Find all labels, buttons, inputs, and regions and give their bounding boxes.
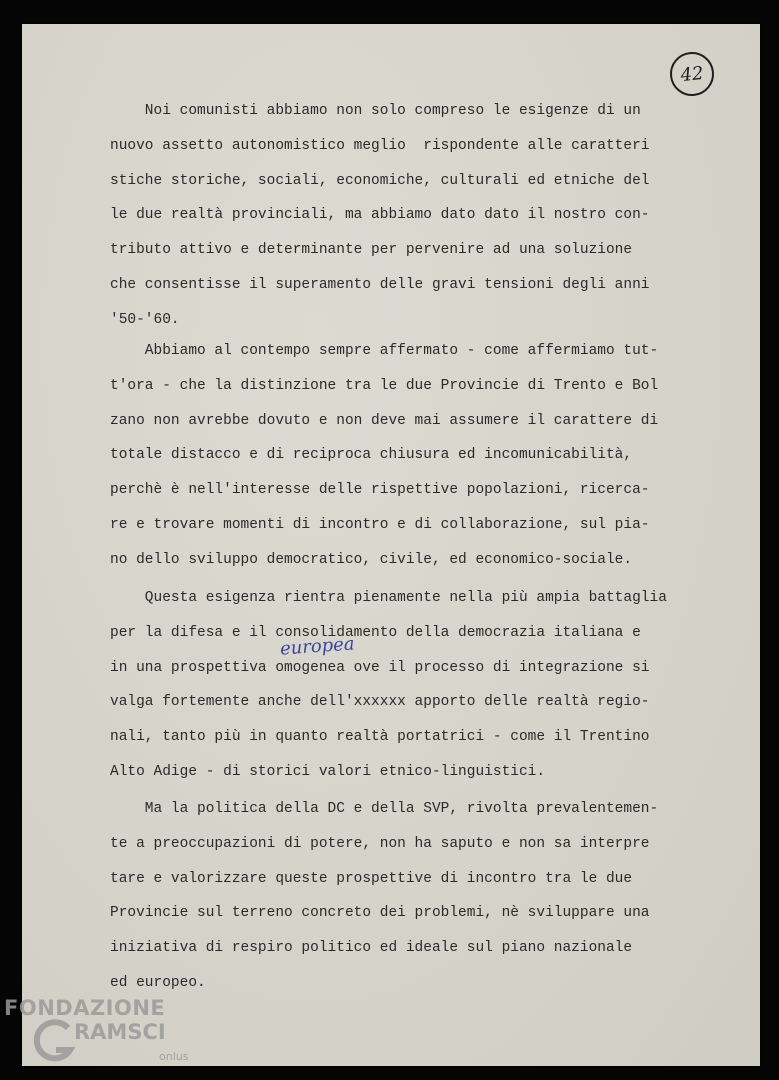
text-line: Alto Adige - di storici valori etnico-linguistici. [110, 763, 546, 780]
text-line: nali, tanto più in quanto realtà portatrici - come il Trentino [110, 729, 650, 746]
text-line: Provincie sul terreno concreto dei problemi, nè sviluppare una [110, 905, 650, 922]
handwritten-annotation: europea [279, 633, 356, 660]
watermark-line1: FONDAZIONE [4, 996, 166, 1020]
text-line: t'ora - che la distinzione tra le due Provincie di Trento e Bol [110, 377, 659, 394]
text-line: che consentisse il superamento delle gravi tensioni degli anni [110, 276, 650, 293]
text-line: Noi comunisti abbiamo non solo compreso le esigenze di un [110, 103, 641, 119]
paragraph-1 [110, 94, 700, 338]
document-page [22, 24, 760, 1066]
text-line: ed europeo. [110, 974, 206, 991]
text-line: Questa esigenza rientra pienamente nella più ampia battaglia [110, 590, 667, 606]
text-line: tare e valorizzare queste prospettive di incontro tra le due [110, 870, 633, 887]
fondazione-gramsci-watermark [4, 992, 204, 1072]
text-line: '50-'60. [110, 311, 180, 328]
text-line: re e trovare momenti di incontro e di collaborazione, sul pia- [110, 516, 650, 533]
page-number: 42 [668, 50, 716, 98]
text-line: perchè è nell'interesse delle rispettive popolazioni, ricerca- [110, 482, 650, 499]
text-line: Ma la politica della DC e della SVP, rivolta prevalentemen- [110, 801, 659, 817]
watermark-line3: onlus [159, 1050, 189, 1063]
text-line: le due realtà provinciali, ma abbiamo dato dato il nostro con- [110, 207, 650, 224]
text-line: zano non avrebbe dovuto e non deve mai assumere il carattere di [110, 412, 659, 429]
paragraph-3 [110, 581, 700, 790]
text-line: nuovo assetto autonomistico meglio rispondente alle caratteri [110, 137, 650, 154]
text-line: in una prospettiva omogenea ove il processo di integrazione si [110, 659, 650, 676]
watermark-line2: RAMSCI [74, 1020, 166, 1044]
gramsci-g-logo-icon [32, 1014, 78, 1070]
paragraph-4 [110, 792, 700, 1001]
text-line: valga fortemente anche dell'xxxxxx apporto delle realtà regio- [110, 694, 650, 711]
paragraph-2 [110, 334, 700, 578]
text-line: stiche storiche, sociali, economiche, culturali ed etniche del [110, 172, 650, 189]
text-line: per la difesa e il consolidamento della democrazia italiana e [110, 624, 641, 641]
text-line: Abbiamo al contempo sempre affermato - come affermiamo tut- [110, 343, 659, 359]
text-line: totale distacco e di reciproca chiusura ed incomunicabilità, [110, 447, 633, 464]
text-line: no dello sviluppo democratico, civile, ed economico-sociale. [110, 551, 633, 568]
text-line: tributo attivo e determinante per pervenire ad una soluzione [110, 242, 633, 259]
text-line: te a preoccupazioni di potere, non ha saputo e non sa interpre [110, 835, 650, 852]
text-line: iniziativa di respiro politico ed ideale sul piano nazionale [110, 940, 633, 957]
